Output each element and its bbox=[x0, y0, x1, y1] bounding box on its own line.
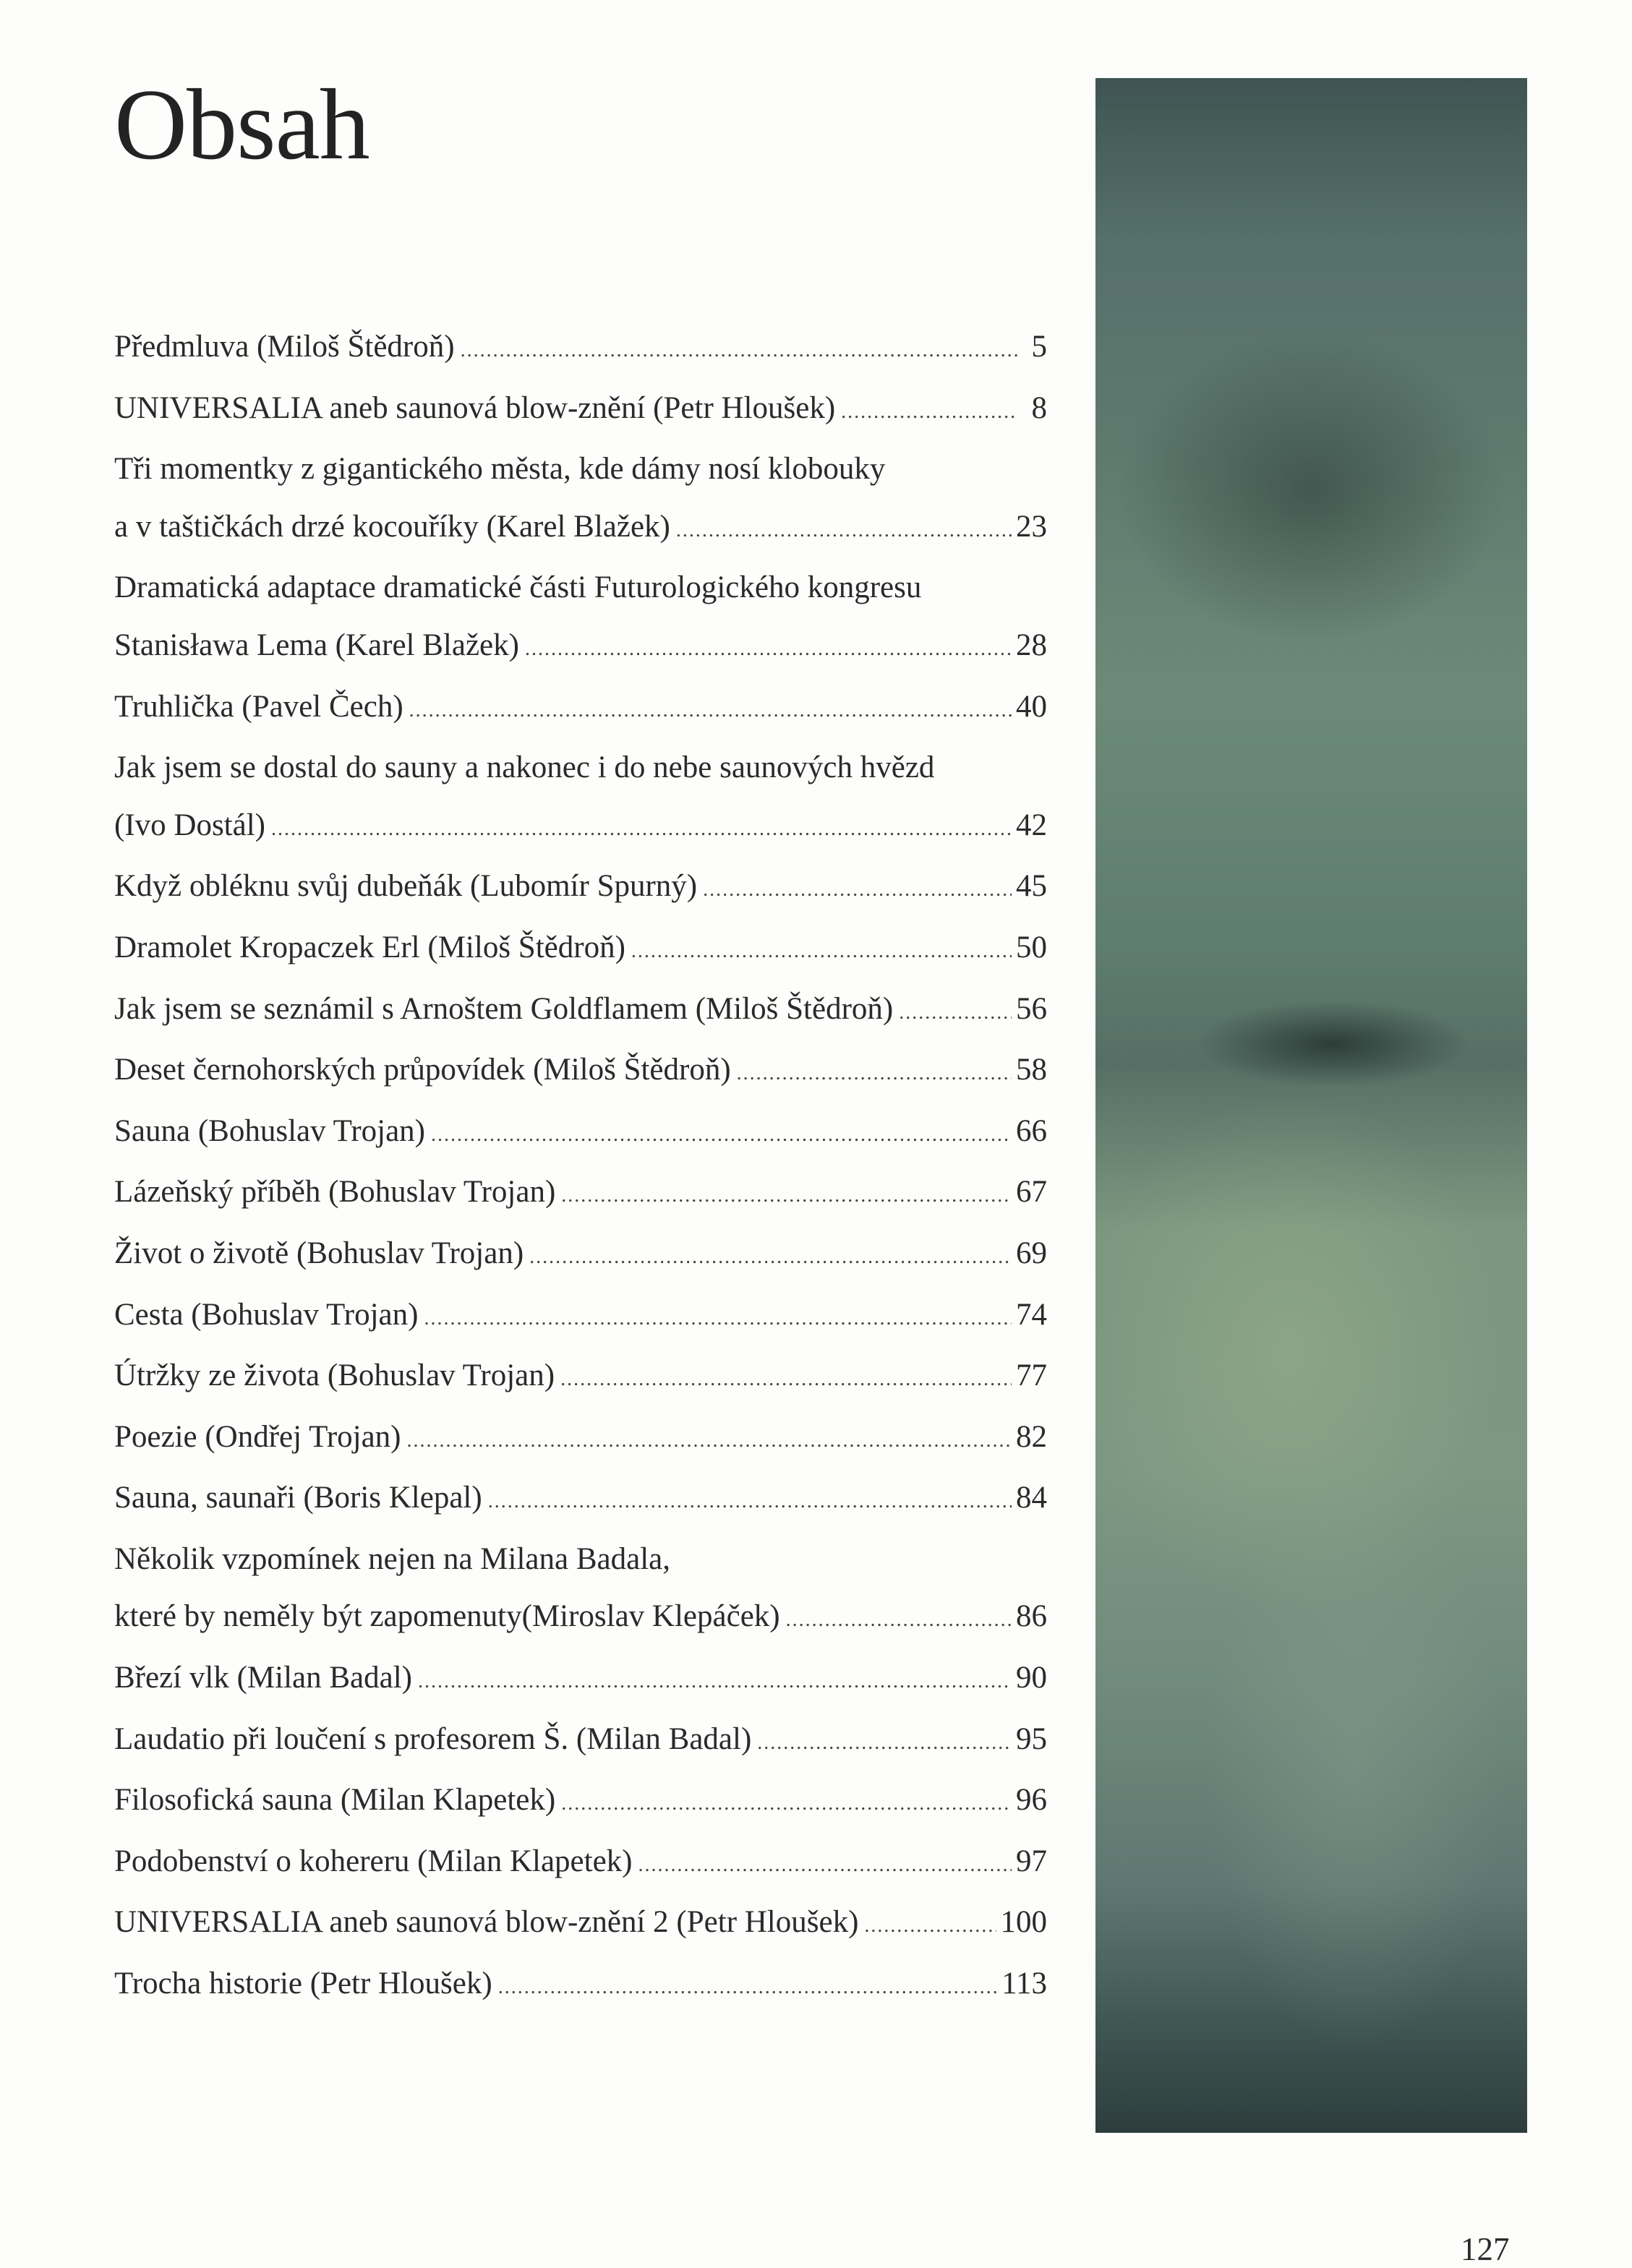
dot-leader bbox=[431, 1106, 1012, 1164]
toc-entry-title: Několik vzpomínek nejen na Milana Badala, bbox=[114, 1541, 670, 1576]
toc-entry-title: Dramolet Kropaczek Erl (Miloš Štědroň) bbox=[114, 930, 625, 964]
toc-entry bbox=[114, 1163, 1047, 1225]
toc-entry bbox=[114, 1771, 1047, 1833]
toc-entry-page: 56 bbox=[1016, 991, 1047, 1026]
dot-leader bbox=[703, 861, 1012, 919]
dot-leader bbox=[461, 322, 1018, 380]
toc-entry-page: 40 bbox=[1016, 689, 1047, 724]
dot-leader bbox=[529, 1228, 1012, 1286]
toc-entry bbox=[114, 1286, 1047, 1348]
toc-entry-title: Lázeňský příběh (Bohuslav Trojan) bbox=[114, 1175, 556, 1210]
dot-leader bbox=[786, 1591, 1012, 1649]
toc-entry-title: Útržky ze života (Bohuslav Trojan) bbox=[114, 1358, 555, 1393]
toc-entry bbox=[114, 1469, 1047, 1531]
toc-entry-title: Stanisława Lema (Karel Blažek) bbox=[114, 628, 519, 662]
toc-entry bbox=[114, 739, 1047, 857]
toc-entry-page: 69 bbox=[1016, 1236, 1047, 1270]
toc-entry-page: 58 bbox=[1016, 1053, 1047, 1087]
toc-entry-title: Laudatio při loučení s profesorem Š. (Milan Badal) bbox=[114, 1721, 752, 1756]
toc-entry-title: Podobenství o kohereru (Milan Klapetek) bbox=[114, 1844, 633, 1878]
dot-leader bbox=[418, 1653, 1012, 1711]
dot-leader bbox=[676, 502, 1012, 560]
toc-entry bbox=[114, 1893, 1047, 1955]
toc-entry bbox=[114, 1955, 1047, 2016]
toc-entry bbox=[114, 440, 1047, 559]
dot-leader bbox=[407, 1412, 1012, 1470]
toc-entry bbox=[114, 318, 1047, 380]
toc-entry-title: UNIVERSALIA aneb saunová blow-znění (Petr Hloušek) bbox=[114, 390, 836, 425]
toc-entry-title: Filosofická sauna (Milan Klapetek) bbox=[114, 1783, 556, 1818]
dot-leader bbox=[424, 1290, 1012, 1348]
toc-entry bbox=[114, 1103, 1047, 1164]
toc-entry-page: 67 bbox=[1016, 1175, 1047, 1210]
table-of-contents bbox=[114, 318, 1047, 2016]
toc-entry-page: 23 bbox=[1016, 509, 1047, 544]
toc-entry-page: 97 bbox=[1016, 1844, 1047, 1878]
toc-entry-title: Cesta (Bohuslav Trojan) bbox=[114, 1297, 419, 1332]
toc-entry-page: 42 bbox=[1016, 808, 1047, 842]
toc-entry-title: UNIVERSALIA aneb saunová blow-znění 2 (Petr Hloušek) bbox=[114, 1905, 859, 1940]
toc-entry-page: 96 bbox=[1016, 1783, 1047, 1818]
toc-entry-page: 95 bbox=[1016, 1721, 1047, 1756]
dot-leader bbox=[757, 1714, 1012, 1772]
dot-leader bbox=[631, 923, 1012, 980]
dot-leader bbox=[638, 1836, 1012, 1894]
toc-entry-title: Dramatická adaptace dramatické části Futurologického kongresu bbox=[114, 570, 922, 605]
toc-entry-title: Poezie (Ondřej Trojan) bbox=[114, 1419, 401, 1454]
toc-entry-page: 77 bbox=[1016, 1358, 1047, 1393]
dot-leader bbox=[561, 1167, 1012, 1225]
dot-leader bbox=[498, 1959, 997, 2016]
toc-entry-page: 45 bbox=[1016, 869, 1047, 904]
toc-entry-title: Tři momentky z gigantického města, kde dámy nosí klobouky bbox=[114, 452, 886, 487]
toc-entry bbox=[114, 1041, 1047, 1103]
toc-entry-page: 74 bbox=[1016, 1297, 1047, 1332]
toc-entry-title: Život o životě (Bohuslav Trojan) bbox=[114, 1236, 524, 1270]
toc-entry-page: 84 bbox=[1016, 1481, 1047, 1515]
toc-entry-page: 86 bbox=[1016, 1599, 1047, 1634]
toc-entry bbox=[114, 980, 1047, 1042]
dot-leader bbox=[560, 1351, 1012, 1408]
decorative-artwork bbox=[1095, 78, 1527, 2133]
toc-entry-page: 28 bbox=[1016, 628, 1047, 662]
toc-entry-title: Předmluva (Miloš Štědroň) bbox=[114, 330, 455, 364]
toc-entry bbox=[114, 857, 1047, 919]
toc-entry-title: Jak jsem se seznámil s Arnoštem Goldflamem (Miloš Štědroň) bbox=[114, 991, 894, 1026]
toc-entry bbox=[114, 559, 1047, 677]
dot-leader bbox=[561, 1775, 1012, 1833]
toc-entry bbox=[114, 1531, 1047, 1649]
toc-entry-page: 8 bbox=[1031, 390, 1047, 425]
toc-entry-page: 113 bbox=[1001, 1967, 1047, 2001]
toc-entry bbox=[114, 1347, 1047, 1408]
dot-leader bbox=[525, 620, 1012, 678]
dot-leader bbox=[488, 1473, 1012, 1531]
toc-entry-title: Sauna, saunaři (Boris Klepal) bbox=[114, 1481, 482, 1515]
toc-entry bbox=[114, 919, 1047, 980]
toc-entry bbox=[114, 1408, 1047, 1470]
toc-entry-title: které by neměly být zapomenuty(Miroslav Klepáček) bbox=[114, 1599, 780, 1634]
toc-entry-page: 100 bbox=[1000, 1905, 1047, 1940]
toc-entry bbox=[114, 1833, 1047, 1894]
dot-leader bbox=[271, 800, 1012, 858]
dot-leader bbox=[864, 1897, 996, 1955]
toc-entry-title: (Ivo Dostál) bbox=[114, 808, 265, 842]
toc-entry-title: a v taštičkách drzé kocouříky (Karel Blažek) bbox=[114, 509, 670, 544]
toc-entry-title: Jak jsem se dostal do sauny a nakonec i do nebe saunových hvězd bbox=[114, 750, 935, 785]
toc-entry-title: Trocha historie (Petr Hloušek) bbox=[114, 1967, 492, 2001]
toc-entry-title: Truhlička (Pavel Čech) bbox=[114, 689, 403, 724]
toc-entry bbox=[114, 678, 1047, 740]
toc-entry bbox=[114, 380, 1047, 441]
toc-entry bbox=[114, 1225, 1047, 1286]
toc-entry-page: 82 bbox=[1016, 1419, 1047, 1454]
toc-entry-page: 50 bbox=[1016, 930, 1047, 964]
dot-leader bbox=[409, 682, 1012, 740]
dot-leader bbox=[737, 1045, 1012, 1103]
toc-entry-title: Sauna (Bohuslav Trojan) bbox=[114, 1113, 425, 1148]
toc-entry bbox=[114, 1649, 1047, 1711]
page-number: 127 bbox=[1461, 2231, 1510, 2267]
toc-entry-page: 66 bbox=[1016, 1113, 1047, 1148]
toc-entry-page: 5 bbox=[1031, 330, 1047, 364]
toc-entry-title: Deset černohorských průpovídek (Miloš Štědroň) bbox=[114, 1053, 731, 1087]
toc-entry-title: Březí vlk (Milan Badal) bbox=[114, 1661, 412, 1695]
dot-leader bbox=[841, 383, 1018, 441]
toc-entry-page: 90 bbox=[1016, 1661, 1047, 1695]
toc-entry-title: Když obléknu svůj dubeňák (Lubomír Spurný) bbox=[114, 869, 698, 904]
dot-leader bbox=[899, 984, 1012, 1042]
page-title: Obsah bbox=[114, 69, 369, 181]
toc-entry bbox=[114, 1711, 1047, 1772]
